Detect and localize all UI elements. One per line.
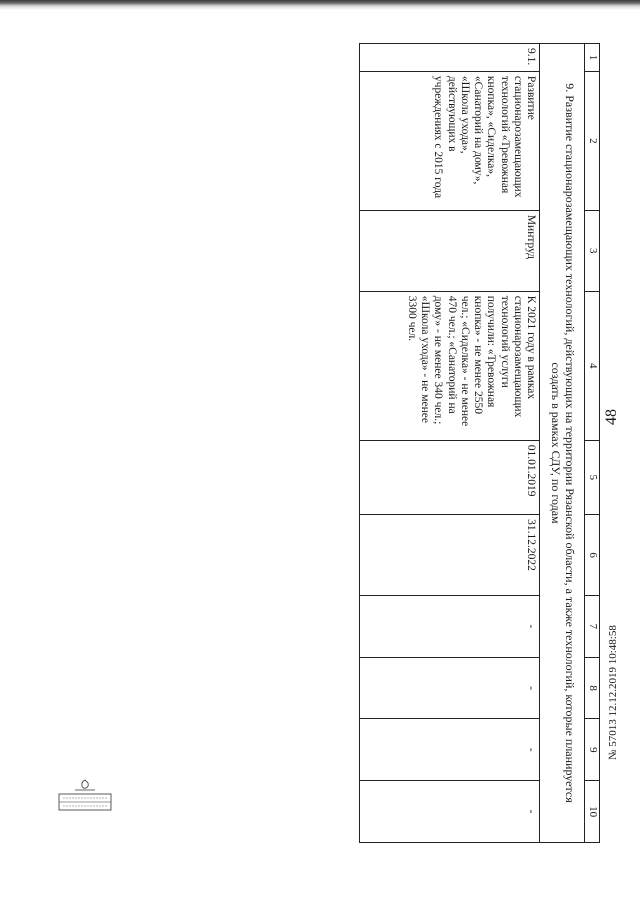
table-row (360, 44, 540, 843)
col-header-7: 7 (585, 596, 600, 658)
scan-edge (0, 0, 640, 10)
measures-table (359, 43, 600, 843)
row-col-8: - (360, 657, 540, 719)
col-header-6: 6 (585, 515, 600, 596)
col-header-9: 9 (585, 719, 600, 781)
col-header-10: 10 (585, 781, 600, 843)
row-col-9: - (360, 719, 540, 781)
col-header-4: 4 (585, 291, 600, 440)
row-result: К 2021 году в рамках стационарозамещающих технологий услуги получили: «Тревожная кнопка» - не менее 2550 чел.; «Сиделка» - не менее 470 чел.; «Санаторий на дому» - не менее 340 чел.; «Школа ухода» - не менее 3300 чел. (360, 291, 540, 440)
registration-stamp: № 57013 12.12.2019 10:48:58 (607, 625, 619, 760)
col-header-5: 5 (585, 440, 600, 514)
row-col-10: - (360, 781, 540, 843)
section-row (540, 44, 585, 843)
row-start-date: 01.01.2019 (360, 440, 540, 514)
row-executor: Минтруд (360, 210, 540, 291)
rotated-page-content (20, 43, 600, 843)
row-col-7: - (360, 596, 540, 658)
document-stamp-icon (55, 776, 115, 814)
section-title: 9. Развитие стационарозамещающих технологий, действующих на территории Рязанской области, а также технологий, которые планируется создать в рамках СДУ, по годам (540, 44, 585, 843)
page-number: 48 (603, 409, 620, 425)
row-measure-name: Развитие стационарозамещающих технологий «Тревожная кнопка», «Сиделка», «Санаторий на дому», «Школа ухода», действующих в учреждениях с 2015 года (360, 71, 540, 210)
header-row (585, 44, 600, 843)
col-header-1: 1 (585, 44, 600, 72)
col-header-2: 2 (585, 71, 600, 210)
row-number: 9.1. (360, 44, 540, 72)
col-header-8: 8 (585, 657, 600, 719)
col-header-3: 3 (585, 210, 600, 291)
row-end-date: 31.12.2022 (360, 515, 540, 596)
